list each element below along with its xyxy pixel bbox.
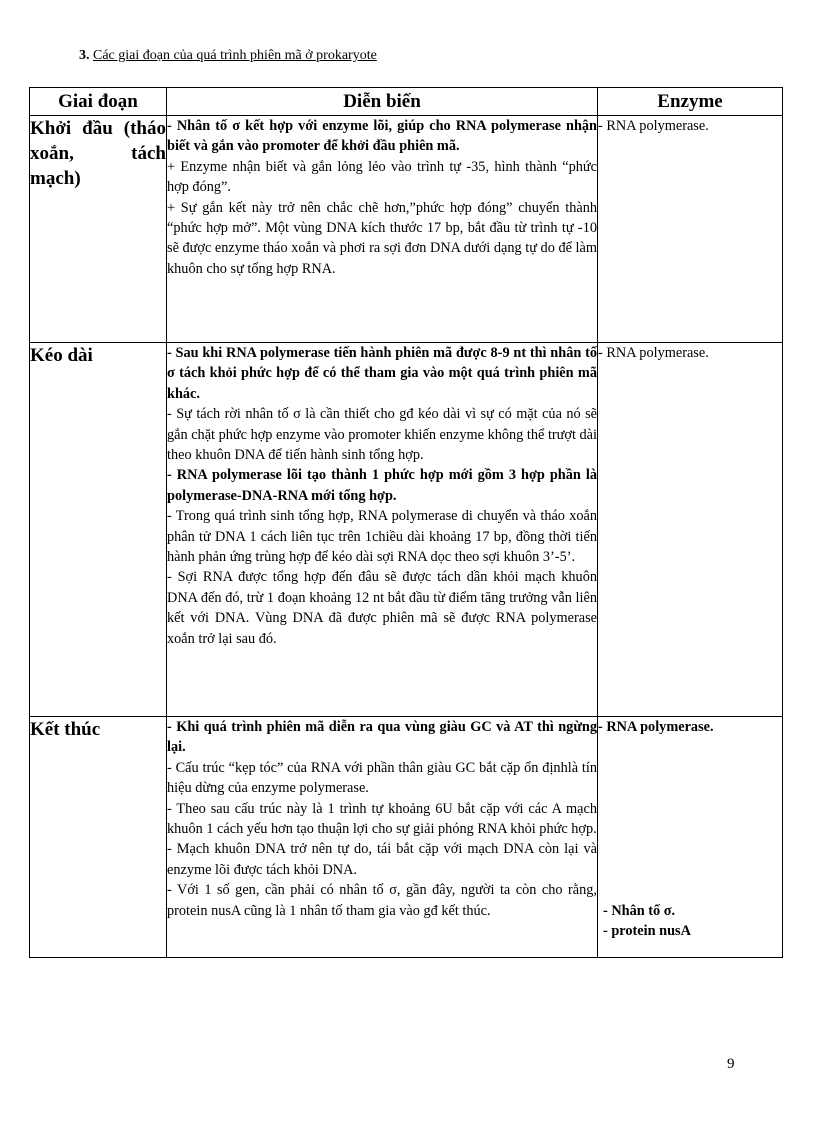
desc-line: - Sợi RNA được tổng hợp đến đâu sẽ được tách dần khỏi mạch khuôn DNA đến đó, trừ 1 đoạn khoảng 12 nt bắt đầu từ điểm tăng trưởng vẫn liên kết với DNA. Vùng DNA đã được phiên mã sẽ được RNA polymerase xoắn trở lại sau đó. xyxy=(167,569,597,647)
desc-line: - Theo sau cấu trúc này là 1 trình tự khoảng 6U bắt cặp với các A mạch khuôn 1 cách yếu hơn tạo thuận lợi cho sự giải phóng RNA khỏi phức hợp. xyxy=(167,800,597,838)
desc-line: - RNA polymerase lõi tạo thành 1 phức hợp mới gồm 3 hợp phần là polymerase-DNA-RNA mới tổng hợp. xyxy=(167,467,597,504)
enzyme-line: - protein nusA xyxy=(603,923,691,940)
desc-line: - Mạch khuôn DNA trở nên tự do, tái bắt cặp với mạch DNA còn lại và enzyme lõi được tách khỏi DNA. xyxy=(167,841,597,878)
description-cell xyxy=(167,717,598,958)
description-cell xyxy=(167,343,598,717)
table-row xyxy=(30,717,783,958)
stage-cell: Kết thúc xyxy=(30,717,167,958)
enzyme-line: - RNA polymerase. xyxy=(598,719,714,735)
enzyme-cell xyxy=(598,116,783,343)
enzyme-line: - Nhân tố σ. xyxy=(603,903,676,919)
stage-cell: Kéo dài xyxy=(30,343,167,717)
enzyme-extra xyxy=(603,901,691,942)
header-description: Diễn biến xyxy=(167,88,598,116)
section-title: Các giai đoạn của quá trình phiên mã ở prokaryote xyxy=(93,48,377,63)
desc-line: + Enzyme nhận biết và gắn lỏng lẻo vào trình tự -35, hình thành “phức hợp đóng”. xyxy=(167,158,597,196)
description-cell xyxy=(167,116,598,343)
stage-cell: Khởi đầu (tháo xoắn, tách mạch) xyxy=(30,116,167,343)
table-header-row xyxy=(30,88,783,116)
enzyme-cell xyxy=(598,343,783,717)
desc-line: - Nhân tố σ kết hợp với enzyme lõi, giúp cho RNA polymerase nhận biết và gắn vào promoter để khởi đầu phiên mã. xyxy=(167,118,597,155)
desc-line: - Với 1 số gen, cần phải có nhân tố σ, gần đây, người ta còn cho rằng, protein nusA cũng là 1 nhân tố tham gia vào gđ kết thúc. xyxy=(167,882,597,919)
transcription-stages-table xyxy=(29,87,783,958)
table-row xyxy=(30,116,783,343)
table-row xyxy=(30,343,783,717)
header-enzyme: Enzyme xyxy=(598,88,783,116)
enzyme-cell xyxy=(598,717,783,958)
desc-line: - Sau khi RNA polymerase tiến hành phiên mã được 8-9 nt thì nhân tố σ tách khỏi phức hợp để có thể tham gia vào một quá trình phiên mã khác. xyxy=(167,345,597,402)
section-heading xyxy=(79,48,377,64)
section-number: 3. xyxy=(79,48,90,63)
desc-line: - Sự tách rời nhân tố σ là cần thiết cho gđ kéo dài vì sự có mặt của nó sẽ gắn chặt phức hợp enzyme vào promoter khiến enzyme không thể trượt dài theo khuôn DNA để tiến hành sinh tổng hợp. xyxy=(167,406,598,464)
page-number: 9 xyxy=(727,1056,735,1072)
desc-line: - Cấu trúc “kẹp tóc” của RNA với phần thân giàu GC bắt cặp ổn địnhlà tín hiệu dừng của enzyme polymerase. xyxy=(167,759,597,797)
enzyme-line: - RNA polymerase. xyxy=(598,345,709,361)
header-stage: Giai đoạn xyxy=(30,88,167,116)
desc-line: - Trong quá trình sinh tổng hợp, RNA polymerase di chuyển và tháo xoắn phân tử DNA 1 cách liên tục trên 1chiều dài khoảng 17 bp, đồng thời tiến hành phản ứng trùng hợp để kéo dài sợi RNA dọc theo sợi khuôn 3’-5’. xyxy=(167,508,597,566)
enzyme-line: - RNA polymerase. xyxy=(598,118,709,134)
desc-line: - Khi quá trình phiên mã diễn ra qua vùng giàu GC và AT thì ngừng lại. xyxy=(167,719,597,756)
desc-line: + Sự gắn kết này trở nên chắc chẽ hơn,”phức hợp đóng” chuyển thành “phức hợp mở”. Một vùng DNA kích thước 17 bp, bắt đầu từ trình tự -10 sẽ được enzyme tháo xoắn và phơi ra sợi đơn DNA dưới dạng tự do để làm khuôn cho sự tổng hợp RNA. xyxy=(167,199,597,277)
